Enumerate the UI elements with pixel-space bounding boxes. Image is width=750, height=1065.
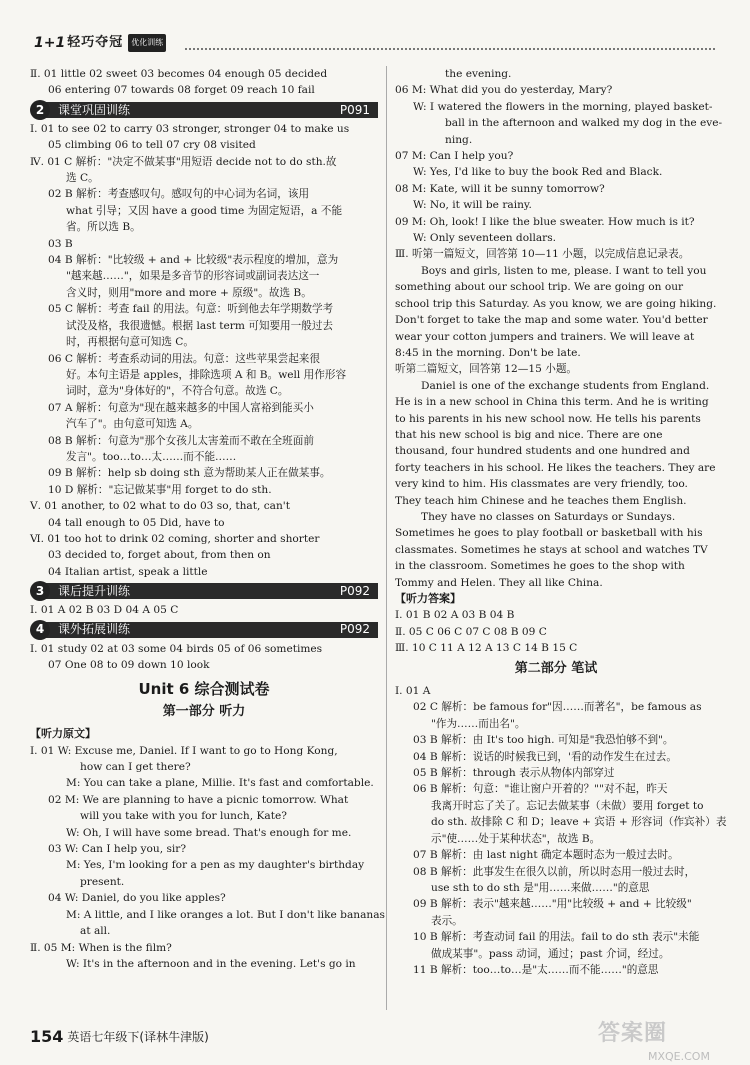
text-line: 04 Italian artist, speak a little bbox=[48, 565, 208, 578]
section-title: 课后提升训练 bbox=[58, 583, 131, 598]
part-two-title: 第二部分 笔试 bbox=[514, 660, 598, 676]
text-line: M: Yes, I'm looking for a pen as my daughter's birthday bbox=[66, 859, 365, 872]
text-line: 选 C。 bbox=[66, 172, 99, 185]
text-line: 03 decided to, forget about, from then on bbox=[48, 549, 271, 562]
listening-answers-header: 【听力答案】 bbox=[395, 592, 461, 605]
text-line: 02 M: We are planning to have a picnic tomorrow. What bbox=[48, 793, 349, 806]
watermark-logo: 答案圈 bbox=[598, 1021, 668, 1046]
passage-two-cont: They have no classes on Saturdays or Sundays. Sometimes he goes to play football or basketball with his classmates. Sometimes he stays at school and watches TV in the classroom. Sometimes he goes to the shop with Tommy and Helen. They all like China. bbox=[395, 510, 708, 589]
section-page: P092 bbox=[339, 622, 370, 637]
text-line: 时，再根据句意可知选 C。 bbox=[66, 336, 195, 349]
section-bar-2 bbox=[30, 100, 378, 120]
text-line: "作为……而出名"。 bbox=[431, 717, 526, 730]
text-line: 试没及格，我很遗憾。根据 last term 可知要用一般过去 bbox=[66, 319, 334, 332]
text-line: W: No, it will be rainy. bbox=[413, 199, 532, 212]
text-line: 汽车了"。由句意可知选 A。 bbox=[66, 418, 199, 431]
text-line: 06 entering 07 towards 08 forget 09 reach 10 fail bbox=[48, 84, 315, 97]
text-line: 06 C 解析：考查系动词的用法。句意：这些苹果尝起来很 bbox=[48, 352, 320, 365]
text-line: W: It's in the afternoon and in the evening. Let's go in bbox=[66, 957, 356, 970]
text-line: 02 B 解析：考查感叹句。感叹句的中心词为名词，该用 bbox=[48, 188, 310, 201]
text-line: W: I watered the flowers in the morning, played basket- bbox=[413, 100, 713, 113]
text-line: Ⅰ. 01 W: Excuse me, Daniel. If I want to go to Hong Kong, bbox=[30, 744, 338, 757]
listening-transcript-cont bbox=[395, 66, 723, 263]
text-line: 10 D 解析："忘记做某事"用 forget to do sth. bbox=[48, 483, 272, 496]
text-line: 05 C 解析：考查 fail 的用法。句意：听到他去年学期数学考 bbox=[48, 303, 334, 316]
text-line: present. bbox=[80, 875, 125, 888]
page-header bbox=[0, 0, 750, 58]
listening-answers bbox=[395, 607, 717, 656]
text-line: W: Only seventeen dollars. bbox=[413, 232, 557, 245]
after-class-answers: Ⅰ. 01 A 02 B 03 D 04 A 05 C bbox=[30, 604, 179, 617]
text-line: do sth. 故排除 C 和 D；leave + 宾语 + 形容词（作宾补）表 bbox=[431, 816, 727, 829]
listening-transcript bbox=[30, 743, 385, 973]
text-line: M: A little, and I like oranges a lot. But I don't like bananas bbox=[66, 908, 385, 921]
section-number: 3 bbox=[30, 581, 50, 601]
listening-text-header: 【听力原文】 bbox=[30, 727, 96, 741]
text-line: 11 B 解析：too…to…是"太……而不能……"的意思 bbox=[413, 963, 659, 976]
logo-mark: 1+1 bbox=[34, 35, 66, 51]
text-line: 06 B 解析：句意："谁让窗户开着的？""对不起，昨天 bbox=[413, 783, 668, 796]
text-line: 03 W: Can I help you, sir? bbox=[48, 843, 187, 856]
section-number: 4 bbox=[30, 620, 50, 640]
logo-tag: 优化训练 bbox=[128, 34, 166, 52]
watermark-url: MXQE.COM bbox=[648, 1050, 710, 1063]
text-line: 04 B 解析：说话的时候我已到，'看的动作发生在过去。 bbox=[413, 750, 677, 763]
book-title: 英语七年级下(译林牛津版) bbox=[67, 1030, 209, 1044]
passage-one: Boys and girls, listen to me, please. I want to tell you something about our school trip. We are going on our school trip this Saturday. As you know, we are going hiking. Don't forget to take the map and some water. You'd better wear your cotton jumpers and trainers. We will leave at 8:45 in the morning. Don't be late. bbox=[395, 264, 717, 359]
text-line: Ⅲ. 听第一篇短文，回答第 10—11 小题，以完成信息记录表。 bbox=[395, 248, 690, 261]
text-line: the evening. bbox=[445, 68, 512, 80]
text-line: 07 A 解析：句意为"现在越来越多的中国人富裕到能买小 bbox=[48, 401, 314, 414]
text-line: ball in the afternoon and walked my dog in the eve- bbox=[445, 117, 723, 130]
text-line: 03 B 解析：由 It's too high. 可知是"我恐怕够不到"。 bbox=[413, 734, 674, 747]
text-line: 07 B 解析：由 last night 确定本题时态为一般过去时。 bbox=[413, 849, 679, 862]
text-line: what 引导；又因 have a good time 为固定短语，a 不能 bbox=[66, 204, 343, 217]
text-line: Ⅰ. 01 B 02 A 03 B 04 B bbox=[395, 609, 515, 622]
header-dotted-rule bbox=[185, 48, 715, 50]
section-bar-3 bbox=[30, 581, 378, 601]
section-page: P091 bbox=[339, 102, 370, 117]
passage-two: Daniel is one of the exchange students from England. He is in a new school in China this term. And he is writing to his parents in his new school now. He tells his parents that his new school is big and nice. There are one thousand, four hundred students and one hundred and forty teachers in his school. He likes the teachers. They are very kind to him. His classmates are very friendly, too. They teach him Chinese and he teaches them English. bbox=[395, 379, 716, 507]
text-line: Ⅳ. 01 C 解析："决定不做某事"用短语 decide not to do sth.故 bbox=[30, 155, 337, 168]
column-divider bbox=[386, 66, 387, 1010]
page-number: 154 bbox=[30, 1027, 64, 1046]
text-line: Ⅰ. 01 A bbox=[395, 685, 431, 698]
section-vocab-answers bbox=[30, 66, 378, 99]
section-bar-4 bbox=[30, 620, 378, 640]
logo-name: 轻巧夺冠 bbox=[67, 35, 124, 50]
logo bbox=[34, 34, 166, 52]
text-line: 02 C 解析：be famous for"因……而著名"，be famous as bbox=[413, 701, 702, 714]
text-line: Ⅰ. 01 study 02 at 03 some 04 birds 05 of 06 sometimes bbox=[30, 642, 323, 655]
text-line: how can I get there? bbox=[80, 761, 191, 774]
text-line: 08 M: Kate, will it be sunny tomorrow? bbox=[395, 182, 605, 195]
text-line: at all. bbox=[80, 925, 111, 938]
section-title: 课外拓展训练 bbox=[58, 622, 131, 637]
text-line: 词时，意为"身体好的"，不符合句意。故选 C。 bbox=[66, 385, 289, 398]
text-line: Ⅴ. 01 another, to 02 what to do 03 so, that, can't bbox=[30, 500, 290, 513]
text-line: 07 One 08 to 09 down 10 look bbox=[48, 659, 210, 671]
text-line: W: Yes, I'd like to buy the book Red and Black. bbox=[413, 166, 663, 179]
text-line: 09 M: Oh, look! I like the blue sweater. How much is it? bbox=[395, 215, 695, 228]
text-line: 做成某事"。pass 动词，通过；past 介词，经过。 bbox=[431, 947, 670, 960]
text-line: 08 B 解析：此事发生在很久以前，所以时态用一般过去时， bbox=[413, 865, 696, 878]
text-line: Ⅰ. 01 to see 02 to carry 03 stronger, stronger 04 to make us bbox=[30, 122, 350, 135]
text-line: use sth to do sth 是"用……来做……"的意思 bbox=[431, 881, 650, 894]
text-line: 07 M: Can I help you? bbox=[395, 150, 514, 163]
text-line: 发言"。too…to…太……而不能…… bbox=[66, 450, 237, 463]
right-column bbox=[395, 66, 727, 978]
text-line: 04 B 解析："比较级 + and + 比较级"表示程度的增加，意为 bbox=[48, 254, 339, 267]
text-line: 04 W: Daniel, do you like apples? bbox=[48, 892, 226, 905]
section-title: 课堂巩固训练 bbox=[58, 102, 131, 117]
section-number: 2 bbox=[30, 100, 50, 120]
text-line: Ⅱ. 01 little 02 sweet 03 becomes 04 enough 05 decided bbox=[30, 68, 328, 80]
text-line: will you take with you for lunch, Kate? bbox=[80, 810, 287, 823]
text-line: 04 tall enough to 05 Did, have to bbox=[48, 516, 225, 529]
text-line: 含义时，则用"more and more + 原级"。故选 B。 bbox=[66, 286, 312, 299]
text-line: ning. bbox=[445, 133, 473, 146]
classroom-practice-answers bbox=[30, 121, 378, 580]
text-line: Ⅱ. 05 M: When is the film? bbox=[30, 941, 172, 954]
text-line: "越来越……"，如果是多音节的形容词或副词表达这一 bbox=[66, 270, 320, 283]
text-line: M: You can take a plane, Millie. It's fast and comfortable. bbox=[66, 777, 374, 790]
text-line: 表示。 bbox=[431, 914, 463, 927]
text-line: 08 B 解析：句意为"那个女孩儿太害羞而不敢在全班面前 bbox=[48, 434, 314, 447]
text-line: 06 M: What did you do yesterday, Mary? bbox=[395, 84, 613, 97]
text-line: 05 climbing 06 to tell 07 cry 08 visited bbox=[48, 139, 256, 152]
passage-two-label: 听第二篇短文，回答第 12—15 小题。 bbox=[395, 363, 578, 376]
left-column bbox=[30, 66, 385, 972]
text-line: 好。本句主语是 apples，排除选项 A 和 B。well 用作形容 bbox=[66, 368, 347, 381]
unit-title: Unit 6 综合测试卷 bbox=[138, 680, 270, 699]
text-line: W: Oh, I will have some bread. That's enough for me. bbox=[66, 826, 352, 839]
part-one-title: 第一部分 听力 bbox=[162, 703, 246, 719]
text-line: Ⅵ. 01 too hot to drink 02 coming, shorter and shorter bbox=[30, 532, 320, 545]
page-footer bbox=[30, 1029, 209, 1045]
extension-answers bbox=[30, 641, 378, 674]
written-answers bbox=[395, 683, 727, 978]
text-line: 省。所以选 B。 bbox=[66, 221, 141, 234]
text-line: 09 B 解析：表示"越来越……"用"比较级 + and + 比较级" bbox=[413, 898, 692, 911]
text-line: 示"使……处于某种状态"，故选 B。 bbox=[431, 832, 601, 845]
text-line: Ⅱ. 05 C 06 C 07 C 08 B 09 C bbox=[395, 625, 547, 638]
text-line: 09 B 解析：help sb doing sth 意为帮助某人正在做某事。 bbox=[48, 467, 331, 480]
text-line: 05 B 解析：through 表示从物体内部穿过 bbox=[413, 767, 615, 780]
text-line: 03 B bbox=[48, 237, 73, 250]
text-line: Ⅲ. 10 C 11 A 12 A 13 C 14 B 15 C bbox=[395, 642, 578, 655]
text-line: 我离开时忘了关了。忘记去做某事（未做）要用 forget to bbox=[431, 799, 704, 812]
text-line: 10 B 解析：考查动词 fail 的用法。fail to do sth 表示"未能 bbox=[413, 931, 700, 944]
section-page: P092 bbox=[339, 583, 370, 598]
